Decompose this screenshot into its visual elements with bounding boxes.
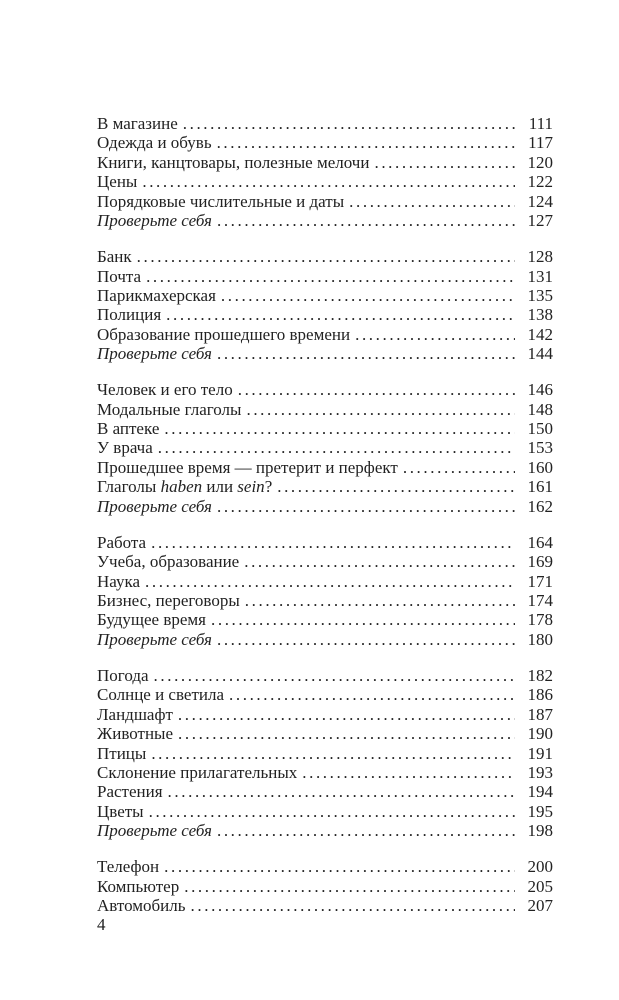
toc-row — [97, 821, 553, 840]
toc-section — [97, 857, 553, 915]
toc-entry-page: 131 — [527, 266, 553, 286]
toc-entry-title: Прошедшее время — претерит и перфект — [97, 457, 398, 477]
toc-row — [97, 685, 553, 704]
dot-leader — [173, 705, 515, 724]
toc-entry-title: Солнце и светила — [97, 685, 225, 705]
toc-entry-title: Порядковые числительные и даты — [97, 191, 345, 211]
toc-entry-page: 182 — [527, 665, 553, 685]
toc-row — [97, 344, 553, 363]
toc-entry-page: 191 — [527, 743, 553, 763]
toc-entry-title: Проверьте себя — [97, 211, 212, 231]
toc-row — [97, 744, 553, 763]
toc-entry-title: Проверьте себя — [97, 344, 212, 364]
toc-section — [97, 533, 553, 649]
dot-leader — [297, 763, 515, 782]
toc-entry-page: 174 — [527, 591, 553, 610]
dot-leader — [186, 896, 515, 915]
toc-row — [97, 419, 553, 438]
toc-row — [97, 552, 553, 571]
dot-leader — [240, 591, 515, 610]
toc-entry-title: Модальные глаголы — [97, 399, 242, 419]
dot-leader — [369, 153, 515, 172]
dot-leader — [159, 419, 515, 438]
toc-row — [97, 267, 553, 286]
dot-leader — [241, 400, 515, 419]
toc-entry-title: Проверьте себя — [97, 629, 212, 649]
toc-entry-page: 193 — [527, 762, 553, 782]
dot-leader — [173, 724, 515, 743]
dot-leader — [178, 114, 515, 133]
toc-row — [97, 763, 553, 782]
dot-leader — [224, 685, 515, 704]
dot-leader — [239, 552, 515, 571]
toc-row — [97, 497, 553, 516]
dot-leader — [159, 857, 515, 876]
dot-leader — [146, 533, 515, 552]
toc-entry-page: 171 — [527, 571, 553, 591]
dot-leader — [206, 610, 515, 629]
toc-entry-page: 135 — [527, 285, 553, 305]
toc-row — [97, 877, 553, 896]
dot-leader — [216, 286, 515, 305]
dot-leader — [163, 782, 515, 801]
toc-entry-title: Животные — [97, 724, 174, 744]
dot-leader — [153, 438, 515, 457]
toc-entry-title: Одежда и обувь — [97, 133, 212, 153]
toc-entry-page: 180 — [527, 629, 553, 649]
dot-leader — [212, 497, 515, 516]
toc-entry-page: 148 — [527, 399, 553, 419]
toc-entry-title: Склонение прилагательных — [97, 762, 298, 782]
dot-leader — [212, 133, 515, 152]
dot-leader — [272, 477, 515, 496]
toc-entry-page: 122 — [527, 172, 553, 192]
toc-entry-title: Человек и его тело — [97, 380, 233, 400]
toc-row — [97, 114, 553, 133]
toc-entry-title: Банк — [97, 247, 132, 267]
toc-entry-page: 161 — [527, 477, 553, 497]
footer-page-number: 4 — [97, 915, 106, 934]
dot-leader — [212, 821, 515, 840]
toc-entry-title: Цветы — [97, 801, 144, 821]
toc-row — [97, 896, 553, 915]
toc-entry-title: Проверьте себя — [97, 496, 212, 516]
toc-entry-page: 120 — [527, 152, 553, 172]
toc-entry-page: 207 — [527, 896, 553, 916]
toc-entry-page: 128 — [527, 247, 553, 267]
toc-entry-title: Работа — [97, 532, 147, 552]
toc-entry-title: Ландшафт — [97, 704, 173, 724]
toc-row — [97, 458, 553, 477]
toc-section — [97, 666, 553, 841]
toc-entry-page: 153 — [527, 438, 553, 458]
toc-row — [97, 153, 553, 172]
toc-entry-page: 117 — [528, 133, 553, 153]
toc-entry-page: 187 — [527, 704, 553, 724]
toc-row — [97, 133, 553, 152]
toc-row — [97, 438, 553, 457]
toc-row — [97, 782, 553, 801]
toc-entry-page: 142 — [527, 324, 553, 344]
toc-row — [97, 286, 553, 305]
toc-row — [97, 533, 553, 552]
toc-entry-page: 138 — [527, 305, 553, 325]
toc-entry-page: 160 — [527, 457, 553, 477]
dot-leader — [146, 744, 515, 763]
toc-section — [97, 380, 553, 516]
toc-entry-title: Проверьте себя — [97, 821, 212, 841]
toc-entry-title-segment: Глаголы — [97, 477, 161, 497]
toc-section — [97, 114, 553, 230]
toc-entry-page: 150 — [527, 419, 553, 439]
toc-entry-title: Книги, канцтовары, полезные мелочи — [97, 152, 370, 172]
toc-entry-page: 178 — [527, 610, 553, 630]
toc-row — [97, 400, 553, 419]
dot-leader — [233, 380, 515, 399]
toc-entry-page: 162 — [527, 496, 553, 516]
toc-entry-title: У врача — [97, 438, 153, 458]
toc-entry-title: Компьютер — [97, 876, 180, 896]
toc-entry-title: Будущее время — [97, 610, 206, 630]
toc — [97, 114, 553, 915]
toc-entry-title-segment: sein — [237, 477, 265, 497]
toc-entry-page: 200 — [527, 857, 553, 877]
dot-leader — [350, 325, 515, 344]
toc-entry-title: Учеба, образование — [97, 552, 240, 572]
toc-entry-title: Цены — [97, 172, 138, 192]
toc-entry-title: В магазине — [97, 114, 178, 133]
toc-row — [97, 305, 553, 324]
toc-entry-page: 205 — [527, 876, 553, 896]
dot-leader — [161, 305, 515, 324]
toc-row — [97, 572, 553, 591]
toc-entry-title-segment: haben — [160, 477, 203, 497]
toc-entry-page: 144 — [527, 344, 553, 364]
dot-leader — [141, 267, 515, 286]
dot-leader — [212, 630, 515, 649]
toc-entry-title: Автомобиль — [97, 896, 186, 916]
toc-entry-title: Бизнес, переговоры — [97, 591, 240, 610]
toc-row — [97, 325, 553, 344]
toc-entry-title: Полиция — [97, 305, 162, 325]
dot-leader — [149, 666, 515, 685]
dot-leader — [144, 802, 515, 821]
toc-entry-title: Почта — [97, 266, 142, 286]
toc-section — [97, 247, 553, 363]
toc-entry-title: В аптеке — [97, 419, 160, 439]
toc-entry-title: Телефон — [97, 857, 160, 877]
toc-entry-page: 124 — [527, 191, 553, 211]
toc-row — [97, 591, 553, 610]
toc-entry-title: Растения — [97, 782, 163, 802]
dot-leader — [212, 344, 515, 363]
toc-row — [97, 630, 553, 649]
toc-row — [97, 192, 553, 211]
dot-leader — [212, 211, 515, 230]
toc-entry-page: 198 — [527, 821, 553, 841]
toc-entry-title-segment: ? — [264, 477, 273, 497]
toc-entry-title — [97, 477, 272, 496]
toc-row — [97, 802, 553, 821]
toc-row — [97, 666, 553, 685]
toc-entry-title: Наука — [97, 571, 141, 591]
toc-entry-page: 190 — [527, 724, 553, 744]
toc-row — [97, 172, 553, 191]
toc-entry-page: 111 — [528, 114, 553, 133]
toc-row — [97, 610, 553, 629]
toc-entry-page: 169 — [527, 552, 553, 572]
dot-leader — [137, 172, 515, 191]
dot-leader — [398, 458, 515, 477]
dot-leader — [179, 877, 515, 896]
toc-entry-title: Погода — [97, 665, 149, 685]
toc-entry-title: Птицы — [97, 743, 147, 763]
toc-entry-title: Парикмахерская — [97, 285, 216, 305]
toc-row — [97, 857, 553, 876]
toc-entry-page: 164 — [527, 532, 553, 552]
dot-leader — [132, 247, 515, 266]
toc-row — [97, 247, 553, 266]
toc-row — [97, 211, 553, 230]
toc-entry-page: 186 — [527, 685, 553, 705]
toc-row — [97, 380, 553, 399]
toc-entry-page: 195 — [527, 801, 553, 821]
toc-row — [97, 705, 553, 724]
toc-entry-title-segment: или — [202, 477, 238, 497]
toc-entry-title: Образование прошедшего времени — [97, 324, 351, 344]
toc-entry-page: 146 — [527, 380, 553, 400]
dot-leader — [344, 192, 515, 211]
dot-leader — [140, 572, 515, 591]
toc-entry-page: 194 — [527, 782, 553, 802]
toc-row — [97, 724, 553, 743]
toc-entry-page: 127 — [527, 211, 553, 231]
toc-row — [97, 477, 553, 496]
